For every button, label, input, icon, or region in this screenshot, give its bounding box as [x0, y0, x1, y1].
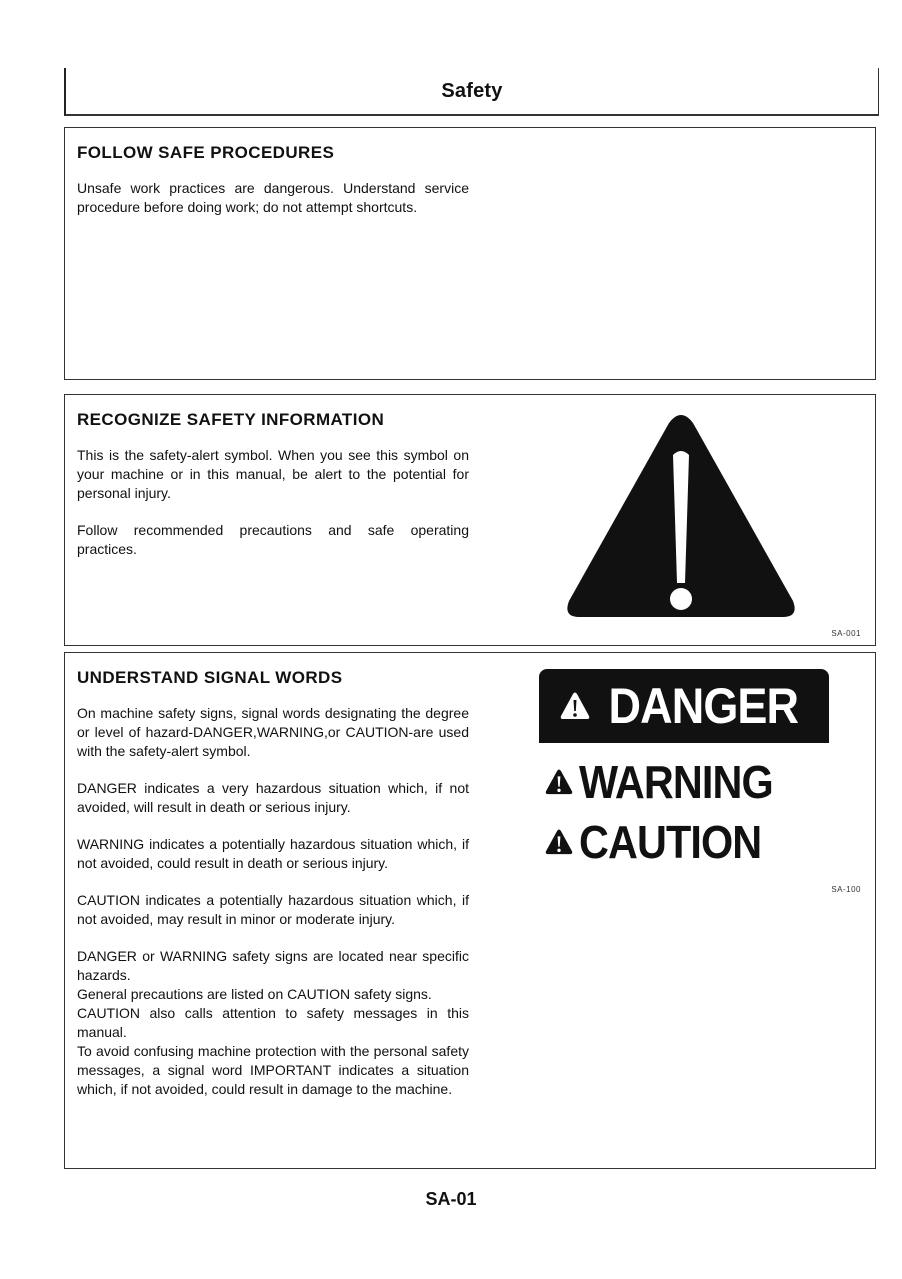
- section-paragraph: Unsafe work practices are dangerous. Understand service procedure before doing work; do not attempt shortcuts.: [77, 180, 469, 215]
- danger-sign: [539, 669, 829, 743]
- safety-alert-triangle-icon: [545, 829, 573, 855]
- section-note: DANGER or WARNING safety signs are located near specific hazards.: [77, 948, 469, 983]
- section-paragraph: DANGER indicates a very hazardous situation which, if not avoided, will result in death or serious injury.: [77, 780, 469, 815]
- section-recognize-safety-information: [64, 394, 876, 646]
- figure-code: SA-100: [831, 885, 861, 894]
- section-follow-safe-procedures: [64, 127, 876, 380]
- page-number: SA-01: [425, 1189, 477, 1209]
- figure-code: SA-001: [831, 629, 861, 638]
- signal-word-danger: DANGER: [608, 678, 798, 734]
- section-note: To avoid confusing machine protection with the personal safety messages, a signal word IMPORTANT indicates a situation which, if not avoided, could result in damage to the machine.: [77, 1043, 469, 1097]
- section-understand-signal-words: [64, 652, 876, 1169]
- safety-alert-triangle-icon: [565, 411, 797, 621]
- section-paragraph: On machine safety signs, signal words designating the degree or level of hazard-DANGER,WARNING,or CAUTION-are used with the safety-alert symbol.: [77, 705, 469, 759]
- section-title: UNDERSTAND SIGNAL WORDS: [77, 668, 343, 687]
- page-title: Safety: [441, 80, 503, 102]
- signal-word-warning: WARNING: [579, 756, 773, 808]
- page-header: [64, 68, 879, 116]
- section-title: FOLLOW SAFE PROCEDURES: [77, 143, 335, 162]
- safety-alert-triangle-icon: [545, 769, 573, 795]
- section-paragraph: Follow recommended precautions and safe operating practices.: [77, 522, 469, 557]
- caution-sign: [545, 815, 782, 869]
- warning-sign: [545, 755, 794, 809]
- section-note: CAUTION also calls attention to safety messages in this manual.: [77, 1005, 469, 1040]
- section-paragraph: CAUTION indicates a potentially hazardous situation which, if not avoided, may result in minor or moderate injury.: [77, 892, 469, 927]
- section-title: RECOGNIZE SAFETY INFORMATION: [77, 410, 385, 429]
- section-note: General precautions are listed on CAUTION safety signs.: [77, 986, 432, 1002]
- section-paragraph: WARNING indicates a potentially hazardous situation which, if not avoided, could result in death or serious injury.: [77, 836, 469, 871]
- safety-alert-triangle-icon: [560, 692, 590, 720]
- section-paragraph: This is the safety-alert symbol. When you see this symbol on your machine or in this manual, be alert to the potential for personal injury.: [77, 447, 469, 501]
- signal-word-caution: CAUTION: [579, 816, 762, 868]
